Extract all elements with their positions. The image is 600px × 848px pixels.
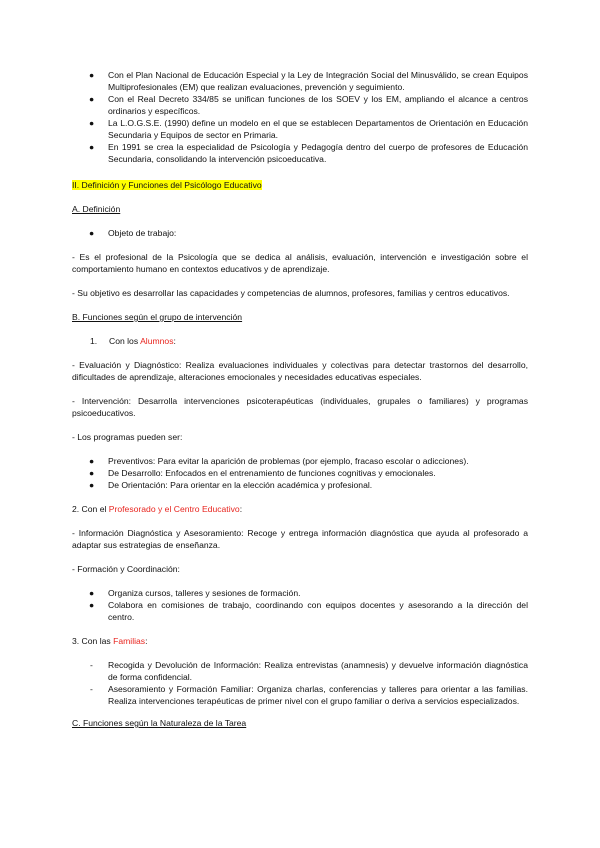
definition-paragraph: - Es el profesional de la Psicología que se dedica al análisis, evaluación, intervención e investigación sobre el comportamiento humano en contextos educativos y de aprendizaje.	[72, 252, 528, 274]
list-item: ● Colabora en comisiones de trabajo, coordinando con equipos docentes y asesorando a la dirección del centro.	[89, 600, 528, 622]
bullet-icon: ●	[89, 468, 95, 478]
list-item: ● Con el Real Decreto 334/85 se unifican funciones de los SOEV y los EM, ampliando el alcance a centros ordinarios y específicos.	[89, 94, 528, 116]
info-paragraph: - Información Diagnóstica y Asesoramiento: Recoge y entrega información diagnóstica que ayuda al profesorado a adaptar sus estrategias de enseñanza.	[72, 528, 528, 550]
dash-icon: -	[90, 660, 93, 670]
bullet-icon: ●	[89, 456, 95, 466]
list-item: ● Preventivos: Para evitar la aparición de problemas (por ejemplo, fracaso escolar o adicciones).	[89, 456, 469, 466]
bullet-icon: ●	[89, 480, 95, 490]
section-title: II. Definición y Funciones del Psicólogo Educativo	[72, 180, 262, 190]
objeto-list	[72, 227, 528, 239]
list-item: - Recogida y Devolución de Información: Realiza entrevistas (anamnesis) y devuelve información diagnóstica de forma confidencial.	[90, 660, 528, 682]
formacion-paragraph: - Formación y Coordinación:	[72, 564, 180, 574]
alumnos-heading: 1. Con los Alumnos:	[90, 336, 176, 346]
bullet-icon: ●	[89, 118, 95, 128]
list-item: ● La L.O.G.S.E. (1990) define un modelo en el que se establecen Departamentos de Orientación en Educación Secundaria y Equipos de sector en Primaria.	[89, 118, 528, 140]
definition-heading: A. Definición	[72, 204, 121, 214]
intervention-paragraph: - Intervención: Desarrolla intervenciones psicoterapéuticas (individuales, grupales o familiares) y programas psicoeducativos.	[72, 396, 528, 418]
list-item: ● Con el Plan Nacional de Educación Especial y la Ley de Integración Social del Minusválido, se crean Equipos Multiprofesionales (EM) que realizan evaluaciones, prevención y seguimiento.	[89, 70, 528, 92]
intro-bullet-list	[72, 69, 528, 165]
list-item: ● Organiza cursos, talleres y sesiones de formación.	[89, 588, 301, 598]
bullet-icon: ●	[89, 588, 95, 598]
bullet-icon: ●	[89, 228, 95, 238]
evaluation-paragraph: - Evaluación y Diagnóstico: Realiza evaluaciones individuales y colectivas para detectar trastornos del desarrollo, dificultades de aprendizaje, alteraciones emocionales y necesidades educativas especiales.	[72, 360, 528, 382]
bullet-icon: ●	[89, 600, 95, 610]
list-item: - Asesoramiento y Formación Familiar: Organiza charlas, conferencias y talleres para orientar a las familias. Realiza intervenciones terapéuticas de primer nivel con el grupo familiar o deriva a servicios especializados.	[90, 684, 528, 706]
dash-icon: -	[90, 684, 93, 694]
programs-list	[72, 455, 528, 491]
bullet-icon: ●	[89, 94, 95, 104]
familias-list	[72, 659, 528, 707]
objective-paragraph: - Su objetivo es desarrollar las capacidades y competencias de alumnos, profesores, familias y centros educativos.	[72, 288, 510, 298]
group-functions-heading: B. Funciones según el grupo de intervención	[72, 312, 243, 322]
list-item: ● En 1991 se crea la especialidad de Psicología y Pedagogía dentro del cuerpo de profesores de Educación Secundaria, consolidando la intervención psicoeducativa.	[89, 142, 528, 164]
list-item: ● De Desarrollo: Enfocados en el entrenamiento de funciones cognitivas y emocionales.	[89, 468, 436, 478]
bullet-icon: ●	[89, 70, 95, 80]
programs-intro: - Los programas pueden ser:	[72, 432, 183, 442]
familias-heading: 3. Con las Familias:	[72, 636, 148, 646]
profesorado-heading: 2. Con el Profesorado y el Centro Educativo:	[72, 504, 243, 514]
list-item: ● Objeto de trabajo:	[89, 228, 177, 238]
list-item: ● De Orientación: Para orientar en la elección académica y profesional.	[89, 480, 373, 490]
task-functions-heading: C. Funciones según la Naturaleza de la Tarea	[72, 718, 247, 728]
bullet-icon: ●	[89, 142, 95, 152]
formacion-list	[72, 587, 528, 623]
